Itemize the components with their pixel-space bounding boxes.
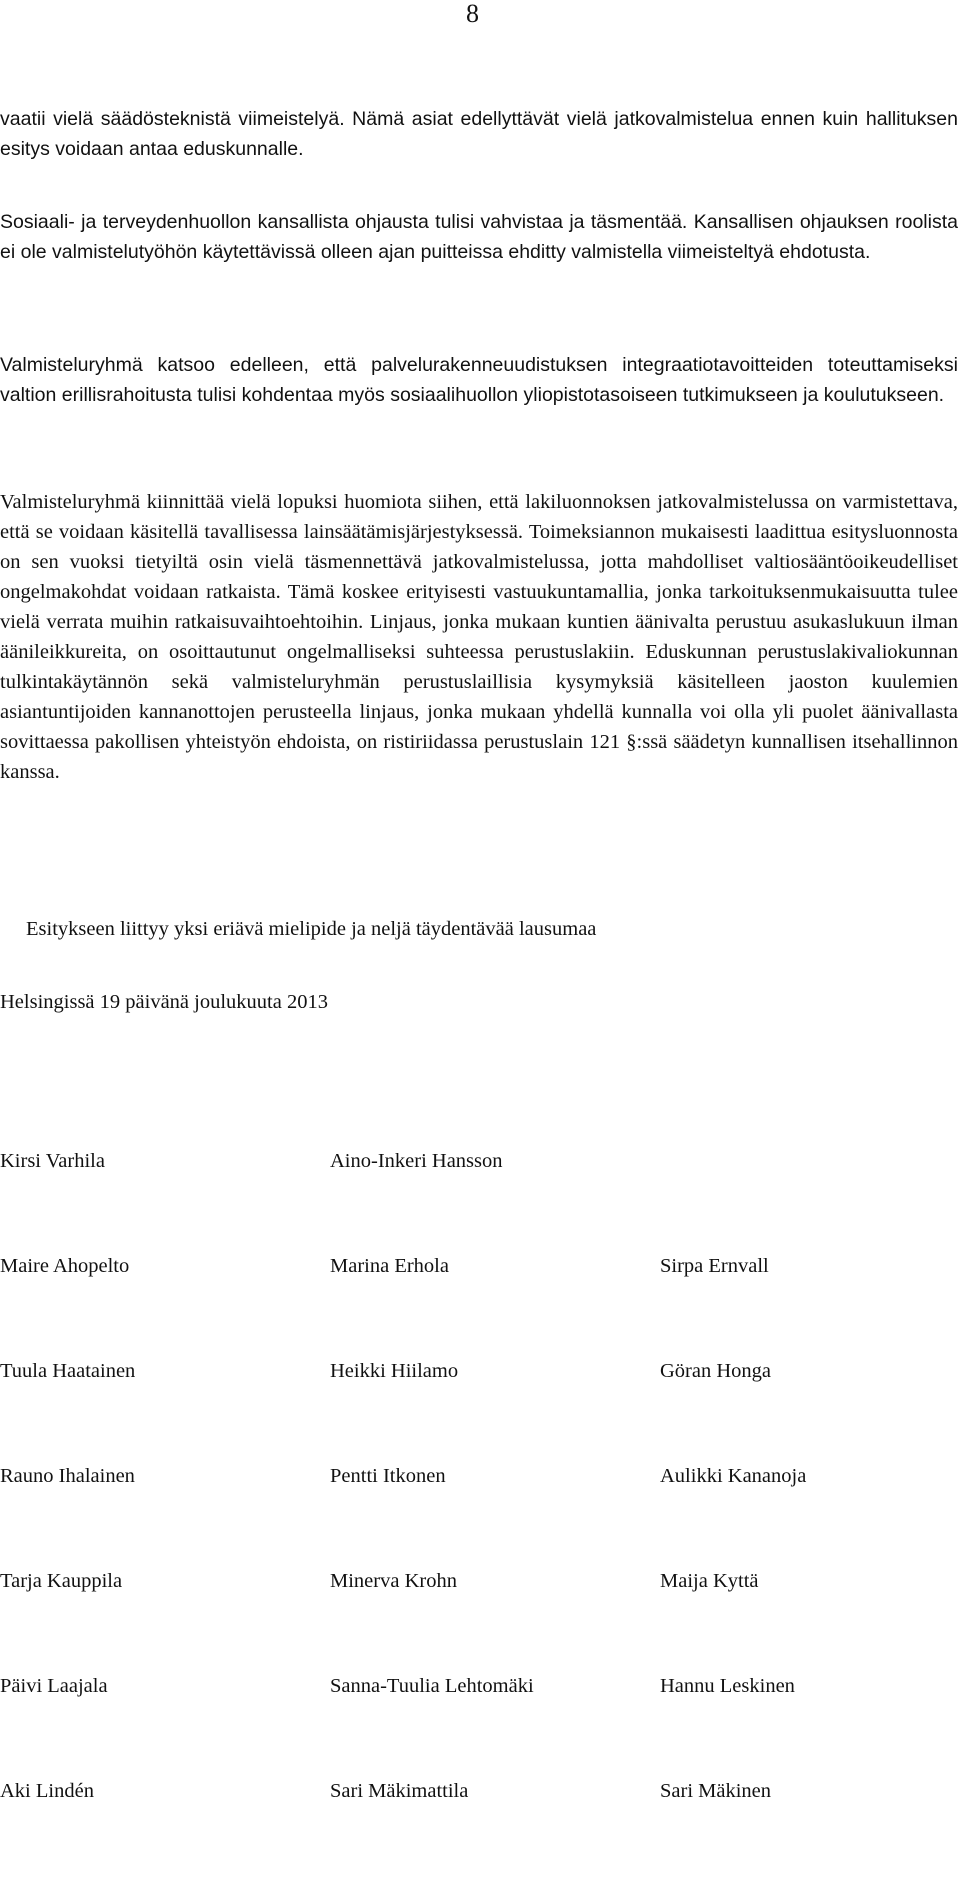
signature-name: Aino-Inkeri Hansson (330, 1150, 503, 1172)
signature-row (0, 1776, 958, 1881)
place-and-date: Helsingissä 19 päivänä joulukuuta 2013 (0, 991, 328, 1013)
signature-name: Sanna-Tuulia Lehtomäki (330, 1675, 534, 1697)
signature-name: Tuula Haatainen (0, 1360, 136, 1382)
signature-name: Marina Erhola (330, 1255, 449, 1277)
signature-name: Aulikki Kananoja (660, 1465, 807, 1487)
paragraph-dissent-note: Esitykseen liittyy yksi eriävä mielipide ja neljä täydentävää lausumaa (26, 918, 597, 940)
paragraph-funding: Valmisteluryhmä katsoo edelleen, että palvelurakenneuudistuksen integraatiotavoitteiden toteuttamiseksi valtion erillisrahoitusta tulisi kohdentaa myös sosiaalihuollon yliopistotasoiseen tutkimukseen ja koulutukseen. (0, 354, 958, 406)
signature-name: Göran Honga (660, 1360, 772, 1382)
signature-row (0, 1461, 958, 1566)
page-number: 8 (466, 0, 479, 28)
signature-row (0, 1566, 958, 1671)
signature-name: Tarja Kauppila (0, 1570, 123, 1592)
paragraph-constitutional-concerns: Valmisteluryhmä kiinnittää vielä lopuksi huomiota siihen, että lakiluonnoksen jatkovalmistelussa on varmistettava, että se voidaan käsitellä tavallisessa lainsäätämisjärjestyksessä. Toimeksiannon mukaisesti laadittua esitysluonnosta on sen vuoksi tietyiltä osin vielä täsmennettävä jatkovalmistelussa, jotta mahdolliset valtiosääntöoikeudelliset ongelmakohdat voidaan ratkaista. Tämä koskee erityisesti vastuukuntamallia, jonka tarkoituksenmukaisuutta tulee vielä verrata muihin ratkaisuvaihtoehtoihin. Linjaus, jonka mukaan kuntien äänivalta perustuu asukaslukuun ilman äänileikkureita, on osoittautunut ongelmalliseksi suhteessa perustuslakiin. Eduskunnan perustuslakivaliokunnan tulkintakäytännön sekä valmisteluryhmän perustuslaillisia kysymyksiä käsitelleen jaoston kuulemien asiantuntijoiden kannanottojen perusteella linjaus, jonka mukaan yhdellä kunnalla voi olla yli puolet äänivallasta sovittaessa pakollisen yhteistyön ehdoista, on ristiriidassa perustuslain 121 §:ssä säädetyn kunnallisen itsehallinnon kanssa. (0, 491, 958, 783)
signature-name: Heikki Hiilamo (330, 1360, 459, 1382)
signature-row (0, 1251, 958, 1356)
signature-name: Minerva Krohn (330, 1570, 457, 1592)
signature-name: Sirpa Ernvall (660, 1255, 769, 1277)
paragraph-drafting-note: vaatii vielä säädösteknistä viimeistelyä. Nämä asiat edellyttävät vielä jatkovalmistelua ennen kuin hallituksen esitys voidaan antaa eduskunnalle. (0, 108, 958, 160)
signature-name: Rauno Ihalainen (0, 1465, 135, 1487)
signature-name: Päivi Laajala (0, 1675, 108, 1697)
signature-name: Kirsi Varhila (0, 1150, 105, 1172)
paragraph-national-steering: Sosiaali- ja terveydenhuollon kansallista ohjausta tulisi vahvistaa ja täsmentää. Kansallisen ohjauksen roolista ei ole valmistelutyöhön käytettävissä olleen ajan puitteissa ehditty valmistella viimeisteltyä ehdotusta. (0, 211, 958, 263)
signature-name: Aki Lindén (0, 1780, 94, 1802)
signature-row (0, 1671, 958, 1776)
signature-row (0, 1356, 958, 1461)
signature-name: Maija Kyttä (660, 1570, 759, 1592)
signature-list (0, 1146, 958, 1881)
signature-name: Hannu Leskinen (660, 1675, 795, 1697)
signature-name: Sari Mäkimattila (330, 1780, 469, 1802)
signature-row (0, 1146, 958, 1251)
signature-name: Maire Ahopelto (0, 1255, 130, 1277)
signature-name: Pentti Itkonen (330, 1465, 446, 1487)
signature-name: Sari Mäkinen (660, 1780, 772, 1802)
